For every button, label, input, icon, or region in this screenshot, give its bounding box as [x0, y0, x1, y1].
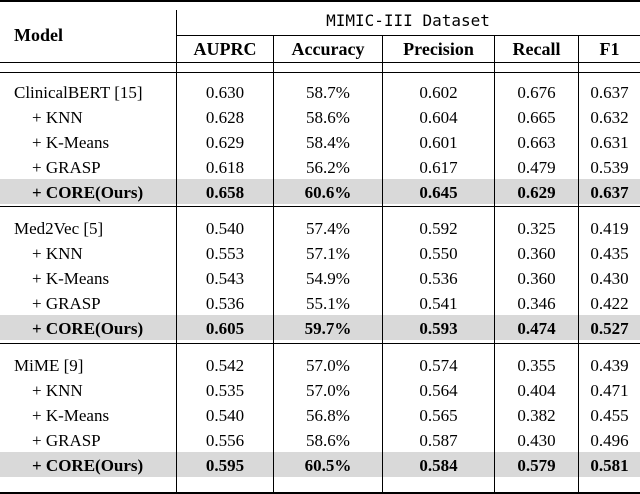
model-name-cell: + CORE(Ours) — [32, 183, 144, 202]
recall-value-cell: 0.430 — [517, 431, 556, 450]
f1-value-cell: 0.419 — [590, 219, 629, 238]
auprc-value-cell: 0.628 — [205, 108, 245, 127]
precision-value-cell: 0.645 — [419, 183, 458, 202]
model-name-cell: + KNN — [32, 244, 83, 263]
vertical-rule-precision — [494, 35, 495, 492]
dataset-header: MIMIC-III Dataset — [326, 11, 490, 30]
accuracy-value-cell: 57.0% — [306, 356, 350, 375]
model-name-cell: Med2Vec [5] — [14, 219, 104, 238]
accuracy-value-cell: 58.4% — [306, 133, 350, 152]
auprc-value-cell: 0.543 — [205, 269, 245, 288]
f1-value-cell: 0.631 — [590, 133, 629, 152]
recall-value-cell: 0.676 — [517, 83, 556, 102]
precision-value-cell: 0.536 — [419, 269, 458, 288]
model-name-cell: + K-Means — [32, 406, 110, 425]
f1-value-cell: 0.539 — [590, 158, 629, 177]
auprc-value-cell: 0.540 — [205, 406, 245, 425]
group-separator-rule — [0, 343, 640, 344]
recall-value-cell: 0.355 — [517, 356, 556, 375]
precision-value-cell: 0.592 — [419, 219, 458, 238]
group-separator-rule — [0, 206, 640, 207]
auprc-value-cell: 0.553 — [205, 244, 245, 263]
header-rule-2 — [0, 72, 640, 73]
model-name-cell: + K-Means — [32, 269, 110, 288]
vertical-rule-auprc — [273, 35, 274, 492]
vertical-rule-model — [176, 10, 177, 492]
auprc-value-cell: 0.605 — [205, 319, 245, 338]
auprc-value-cell: 0.630 — [205, 83, 245, 102]
precision-value-cell: 0.564 — [419, 381, 458, 400]
f1-value-cell: 0.422 — [590, 294, 629, 313]
precision-value-cell: 0.541 — [419, 294, 458, 313]
precision-value-cell: 0.550 — [419, 244, 458, 263]
model-name-cell: + GRASP — [32, 158, 101, 177]
accuracy-value-cell: 58.7% — [306, 83, 350, 102]
auprc-value-cell: 0.540 — [205, 219, 245, 238]
recall-value-cell: 0.325 — [517, 219, 556, 238]
f1-value-cell: 0.430 — [590, 269, 629, 288]
auprc-value-cell: 0.629 — [205, 133, 245, 152]
precision-value-cell: 0.584 — [419, 456, 458, 475]
precision-value-cell: 0.574 — [419, 356, 458, 375]
f1-value-cell: 0.637 — [590, 83, 629, 102]
f1-value-cell: 0.435 — [590, 244, 629, 263]
accuracy-value-cell: 54.9% — [306, 269, 350, 288]
recall-value-cell: 0.360 — [517, 269, 556, 288]
auprc-value-cell: 0.595 — [205, 456, 245, 475]
auprc-value-cell: 0.535 — [205, 381, 245, 400]
recall-value-cell: 0.579 — [517, 456, 556, 475]
accuracy-value-cell: 60.5% — [304, 456, 352, 475]
precision-value-cell: 0.602 — [419, 83, 458, 102]
accuracy-value-cell: 56.8% — [306, 406, 350, 425]
model-name-cell: MiME [9] — [14, 356, 84, 375]
recall-value-cell: 0.404 — [517, 381, 556, 400]
accuracy-value-cell: 56.2% — [306, 158, 350, 177]
f1-value-cell: 0.637 — [590, 183, 629, 202]
recall-value-cell: 0.360 — [517, 244, 556, 263]
f1-value-cell: 0.455 — [590, 406, 629, 425]
recall-value-cell: 0.474 — [517, 319, 556, 338]
model-name-cell: + CORE(Ours) — [32, 456, 144, 475]
f1-value-cell: 0.581 — [590, 456, 629, 475]
model-name-cell: + KNN — [32, 108, 83, 127]
header-rule-1 — [0, 62, 640, 63]
precision-value-cell: 0.617 — [419, 158, 458, 177]
metric-header-precision: Precision — [403, 39, 474, 59]
recall-value-cell: 0.665 — [517, 108, 556, 127]
accuracy-value-cell: 57.0% — [306, 381, 350, 400]
model-name-cell: + KNN — [32, 381, 83, 400]
auprc-value-cell: 0.618 — [205, 158, 245, 177]
accuracy-value-cell: 58.6% — [306, 431, 350, 450]
top-rule — [0, 0, 640, 2]
recall-value-cell: 0.346 — [517, 294, 556, 313]
auprc-value-cell: 0.536 — [205, 294, 245, 313]
model-name-cell: + CORE(Ours) — [32, 319, 144, 338]
precision-value-cell: 0.601 — [419, 133, 458, 152]
auprc-value-cell: 0.542 — [205, 356, 245, 375]
auprc-value-cell: 0.658 — [205, 183, 245, 202]
accuracy-value-cell: 57.4% — [306, 219, 350, 238]
vertical-rule-recall — [578, 35, 579, 492]
f1-value-cell: 0.439 — [590, 356, 629, 375]
metric-header-f1: F1 — [599, 39, 620, 59]
accuracy-value-cell: 55.1% — [306, 294, 350, 313]
model-name-cell: + GRASP — [32, 431, 101, 450]
metric-header-accuracy: Accuracy — [291, 39, 365, 59]
recall-value-cell: 0.479 — [517, 158, 556, 177]
accuracy-value-cell: 59.7% — [304, 319, 352, 338]
accuracy-value-cell: 58.6% — [306, 108, 350, 127]
precision-value-cell: 0.587 — [419, 431, 458, 450]
model-column-header: Model — [14, 25, 63, 45]
model-name-cell: + GRASP — [32, 294, 101, 313]
metric-header-auprc: AUPRC — [193, 39, 257, 59]
precision-value-cell: 0.593 — [419, 319, 458, 338]
accuracy-value-cell: 57.1% — [306, 244, 350, 263]
recall-value-cell: 0.382 — [517, 406, 556, 425]
f1-value-cell: 0.527 — [590, 319, 629, 338]
vertical-rule-accuracy — [382, 35, 383, 492]
recall-value-cell: 0.629 — [517, 183, 556, 202]
f1-value-cell: 0.471 — [590, 381, 629, 400]
precision-value-cell: 0.565 — [419, 406, 458, 425]
model-name-cell: ClinicalBERT [15] — [14, 83, 143, 102]
precision-value-cell: 0.604 — [419, 108, 458, 127]
model-name-cell: + K-Means — [32, 133, 110, 152]
auprc-value-cell: 0.556 — [205, 431, 245, 450]
accuracy-value-cell: 60.6% — [304, 183, 352, 202]
recall-value-cell: 0.663 — [517, 133, 556, 152]
f1-value-cell: 0.496 — [590, 431, 629, 450]
f1-value-cell: 0.632 — [590, 108, 629, 127]
metric-header-recall: Recall — [512, 39, 561, 59]
